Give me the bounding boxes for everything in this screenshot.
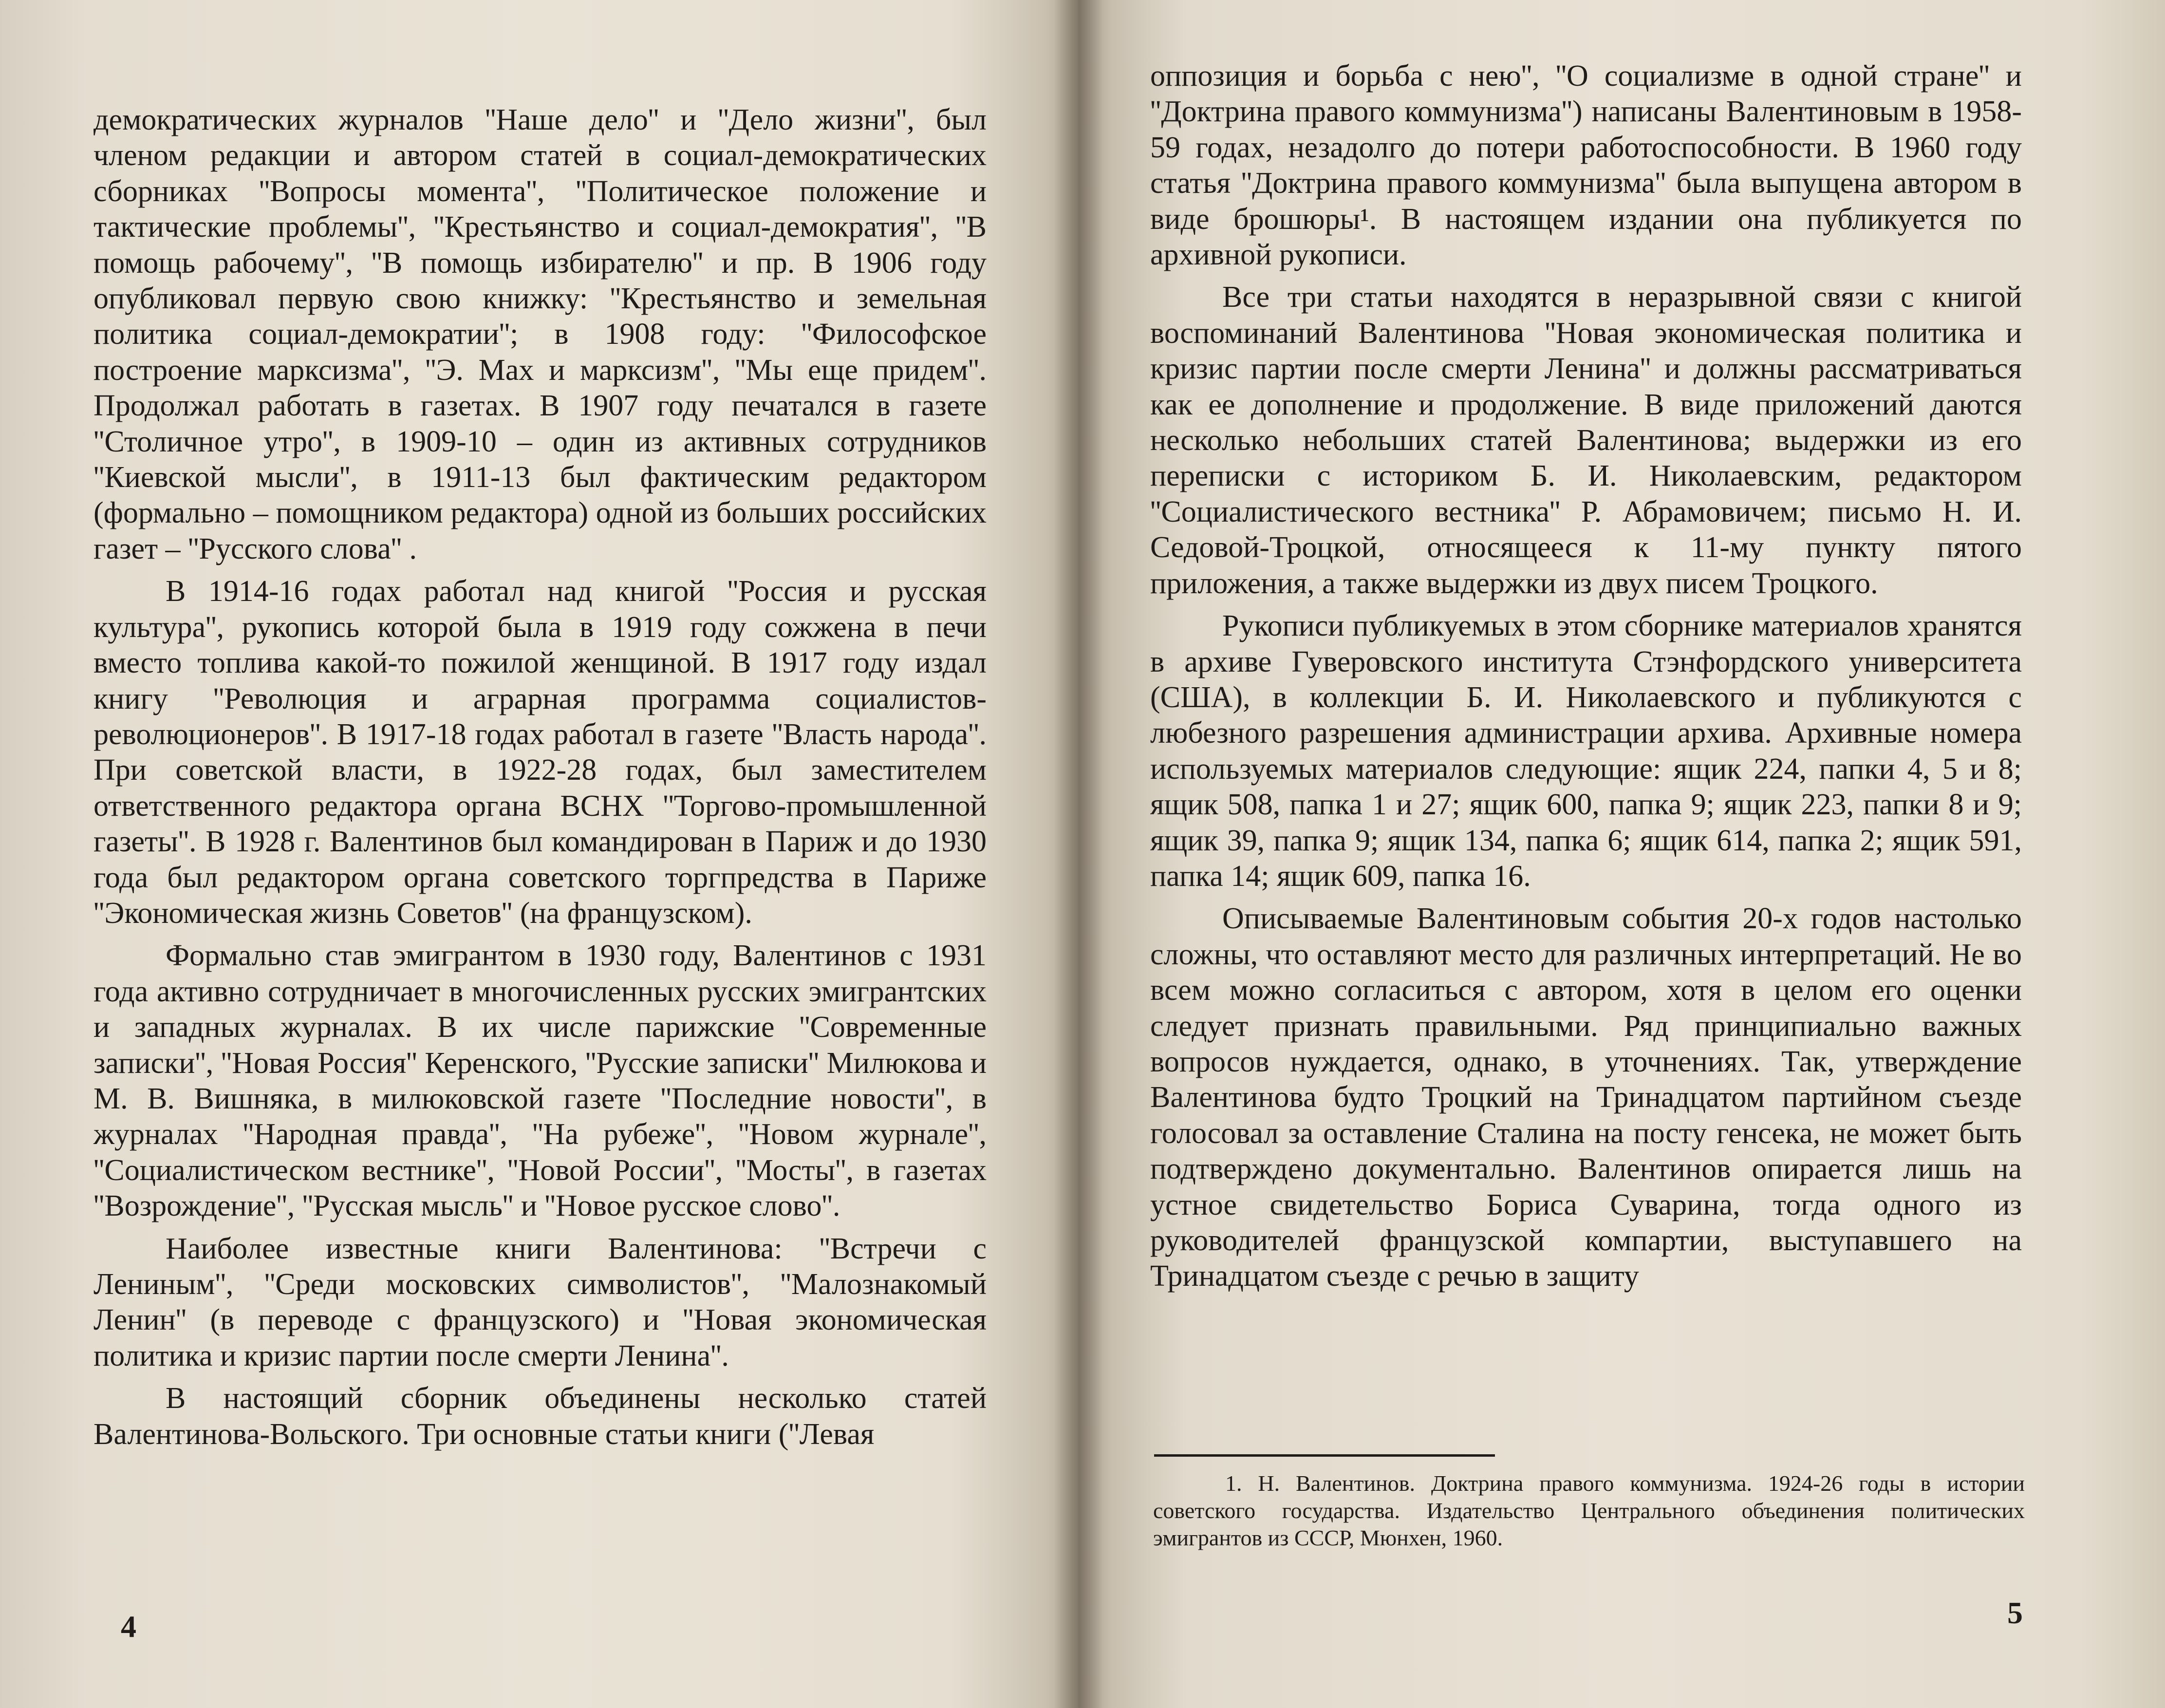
paragraph: демократических журналов ''Наше дело'' и ''Дело жизни'', был членом редакции и автором статей в социал-демократических сборниках ''Вопросы момента'', ''Политическое положение и тактические проблемы'', ''Крестьянство и социал-демократия'', ''В помощь рабочему'', ''В помощь избирателю'' и пр. В 1906 году опубликовал первую свою книжку: ''Крестьянство и земельная политика социал-демократии''; в 1908 году: ''Философское построение марксизма'', ''Э. Мах и марксизм'', ''Мы еще придем''. Продолжал работать в газетах. В 1907 году печатался в газете ''Столичное утро'', в 1909-10 – один из активных сотрудников ''Киевской мысли'', в 1911-13 был фактическим редактором (формально – помощником редактора) одной из больших российских газет – ''Русского слова'' . <box>93 103 987 565</box>
paragraph: В 1914-16 годах работал над книгой ''Россия и русская культура'', рукопись которой была в 1919 году сожжена в печи вместо топлива какой-то пожилой женщиной. В 1917 году издал книгу ''Революция и аграрная программа социалистов-революционеров''. В 1917-18 годах работал в газете ''Власть народа''. При советской власти, в 1922-28 годах, был заместителем ответственного редактора органа ВСНХ ''Торгово-промышленной газеты''. В 1928 г. Валентинов был командирован в Париж и до 1930 года был редактором органа советского торгпредства в Париже ''Экономическая жизнь Советов'' (на французском). <box>93 575 987 930</box>
page-number: 5 <box>2007 1595 2023 1630</box>
paragraph: Описываемые Валентиновым события 20-х годов настолько сложны, что оставляют место для различных интерпретаций. Не во всем можно согласиться с автором, хотя в целом его оценки следует признать правильными. Ряд принципиально важных вопросов нуждается, однако, в уточнениях. Так, утверждение Валентинова будто Троцкий на Тринадцатом партийном съезде голосовал за оставление Сталина на посту генсека, не может быть подтверждено документально. Валентинов опирается лишь на устное свидетельство Бориса Суварина, тогда одного из руководителей французской компартии, выступавшего на Тринадцатом съезде с речью в защиту <box>1150 902 2022 1293</box>
right-page <box>1079 0 2165 1708</box>
left-text-column <box>93 102 987 1452</box>
paragraph: Формально став эмигрантом в 1930 году, Валентинов с 1931 года активно сотрудничает в многочисленных русских эмигрантских и западных журналах. В их числе парижские ''Современные записки'', ''Новая Россия'' Керенского, ''Русские записки'' Милюкова и М. В. Вишняка, в милюковской газете ''Последние новости'', в журналах ''Народная правда'', ''На рубеже'', ''Новом журнале'', ''Социалистическом вестнике'', ''Новой России'', ''Мосты'', в газетах ''Возрождение'', ''Русская мысль'' и ''Новое русское слово''. <box>93 939 987 1223</box>
book-gutter <box>1054 0 1103 1708</box>
paragraph: оппозиция и борьба с нею'', ''О социализме в одной стране'' и ''Доктрина правого коммунизма'') написаны Валентиновым в 1958-59 годах, незадолго до потери работоспособности. В 1960 году статья ''Доктрина правого коммунизма'' была выпущена автором в виде брошюры¹. В настоящем издании она публикуется по архивной рукописи. <box>1150 59 2022 272</box>
paragraph: В настоящий сборник объединены несколько статей Валентинова-Вольского. Три основные статьи книги (''Левая <box>93 1382 987 1451</box>
paragraph: Рукописи публикуемых в этом сборнике материалов хранятся в архиве Гуверовского института Стэнфордского университета (США), в коллекции Б. И. Николаевского и публикуются с любезного разрешения администрации архива. Архивные номера используемых материалов следующие: ящик 224, папки 4, 5 и 8; ящик 508, папка 1 и 27; ящик 600, папка 9; ящик 223, папки 8 и 9; ящик 39, папка 9; ящик 134, папка 6; ящик 614, папка 2; ящик 591, папка 14; ящик 609, папка 16. <box>1150 609 2022 893</box>
right-text-column <box>1150 58 2022 1295</box>
page-number: 4 <box>121 1609 136 1644</box>
footnote <box>1153 1470 2025 1552</box>
footnote-text: 1. Н. Валентинов. Доктрина правого коммунизма. 1924-26 годы в истории советского государства. Издательство Центрального объединения политических эмигрантов из СССР, Мюнхен, 1960. <box>1153 1471 2025 1550</box>
footnote-rule <box>1154 1454 1495 1457</box>
left-page <box>0 0 1079 1708</box>
paragraph: Наиболее известные книги Валентинова: ''Встречи с Лениным'', ''Среди московских символистов'', ''Малознакомый Ленин'' (в переводе с французского) и ''Новая экономическая политика и кризис партии после смерти Ленина''. <box>93 1232 987 1372</box>
paragraph: Все три статьи находятся в неразрывной связи с книгой воспоминаний Валентинова ''Новая экономическая политика и кризис партии после смерти Ленина'' и должны рассматриваться как ее дополнение и продолжение. В виде приложений даются несколько небольших статей Валентинова; выдержки из его переписки с историком Б. И. Николаевским, редактором ''Социалистического вестника'' Р. Абрамовичем; письмо Н. И. Седовой-Троцкой, относящееся к 11-му пункту пятого приложения, а также выдержки из двух писем Троцкого. <box>1150 281 2022 600</box>
